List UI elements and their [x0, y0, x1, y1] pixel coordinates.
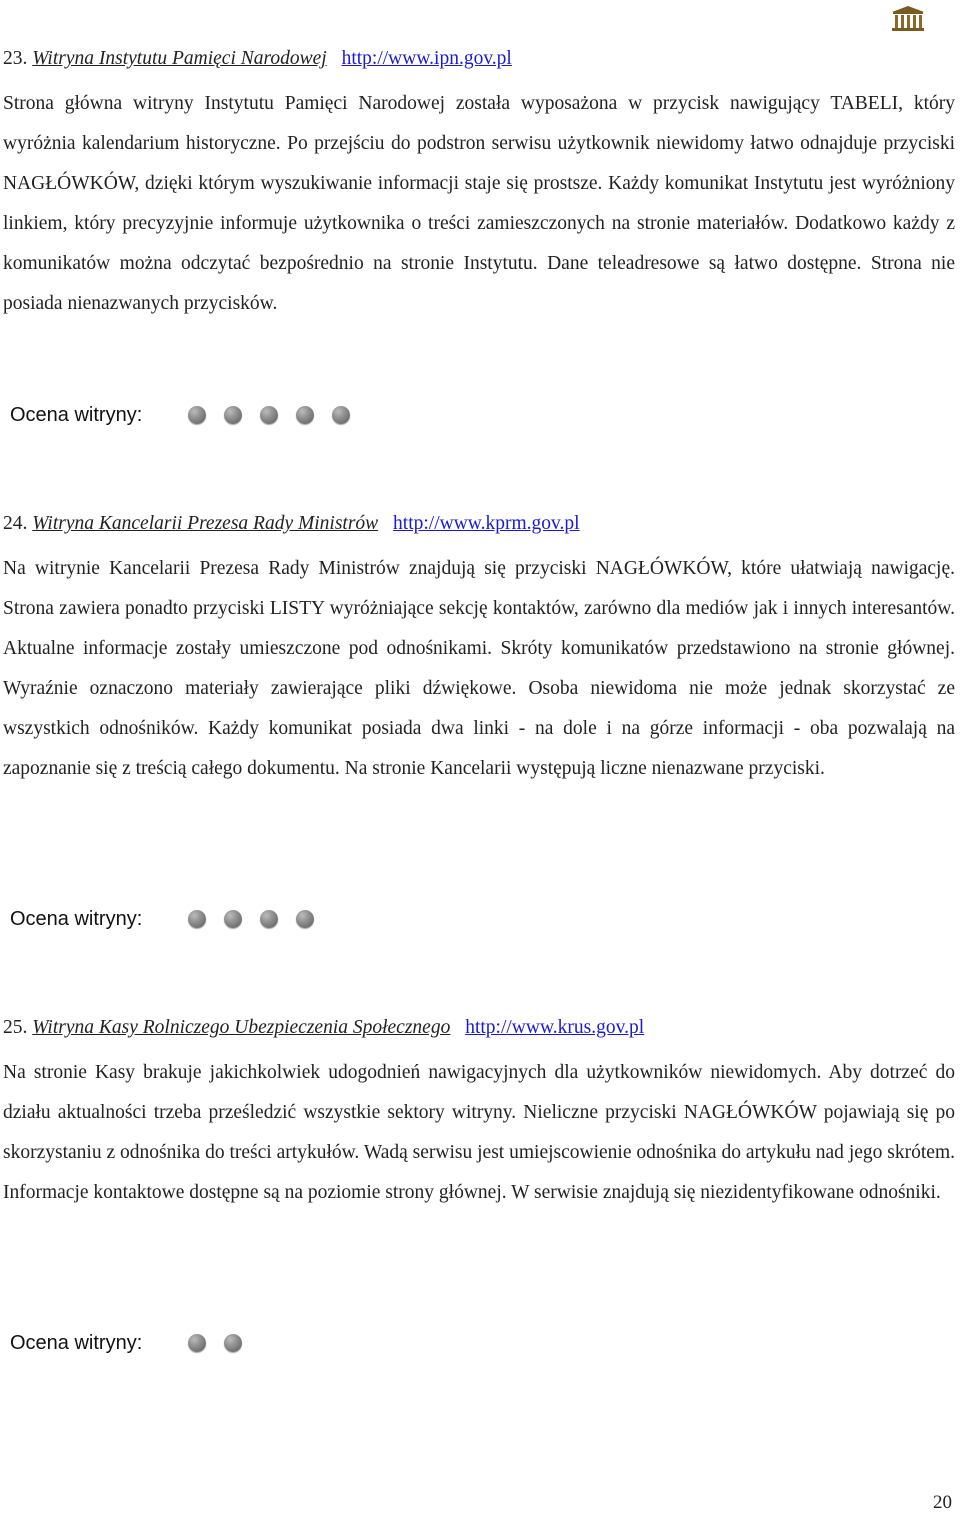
page-number: 20: [933, 1492, 952, 1513]
rating-dots: [188, 1334, 260, 1352]
rating-entry-23: [10, 403, 368, 427]
rating-dot-icon: [188, 406, 206, 424]
entry-title-link[interactable]: Witryna Instytutu Pamięci Narodowej: [32, 48, 327, 69]
rating-dot-icon: [188, 910, 206, 928]
entry-header: [3, 46, 955, 72]
rating-label: Ocena witryny:: [10, 908, 143, 930]
entry-description: [3, 549, 955, 790]
entry-url-link[interactable]: http://www.krus.gov.pl: [465, 1017, 645, 1038]
entry-description-text: Strona główna witryny Instytutu Pamięci Narodowej została wyposażona w przycisk nawigujący TABELI, który wyróżnia kalendarium historyczne. Po przejściu do podstron serwisu użytkownik niewidomy łatwo odnajduje przyciski NAGŁÓWKÓW, dzięki którym wyszukiwanie informacji staje się prostsze. Każdy komunikat Instytutu jest wyróżniony linkiem, który precyzyjnie informuje użytkownika o treści zamieszczonych na stronie materiałów. Dodatkowo każdy z komunikatów można odczytać bezpośrednio na stronie Instytutu. Dane teleadresowe są łatwo dostępne. Strona nie posiada nienazwanych przycisków.: [3, 93, 955, 315]
rating-label: Ocena witryny:: [10, 404, 143, 426]
entry-title-link[interactable]: Witryna Kancelarii Prezesa Rady Ministrów: [32, 513, 379, 534]
rating-dot-icon: [188, 1334, 206, 1352]
entry-description: [3, 84, 955, 325]
entry-title-link[interactable]: Witryna Kasy Rolniczego Ubezpieczenia Społecznego: [32, 1017, 451, 1038]
entry-description-text: Na stronie Kasy brakuje jakichkolwiek udogodnień nawigacyjnych dla użytkowników niewidomych. Aby dotrzeć do działu aktualności trzeba prześledzić wszystkie sektory witryny. Nieliczne przyciski NAGŁÓWKÓW pojawiają się po skorzystaniu z odnośnika do treści artykułów. Wadą serwisu jest umiejscowienie odnośnika do artykułu nad jego skrótem. Informacje kontaktowe dostępne są na poziomie strony głównej. W serwisie znajdują się niezidentyfikowane odnośniki.: [3, 1062, 955, 1204]
rating-entry-24: [10, 907, 332, 931]
entry-number: 24.: [3, 513, 28, 534]
rating-dot-icon: [296, 406, 314, 424]
rating-entry-25: [10, 1331, 260, 1355]
rating-label: Ocena witryny:: [10, 1332, 143, 1354]
rating-dot-icon: [332, 406, 350, 424]
rating-dot-icon: [260, 910, 278, 928]
entry-header: [3, 511, 955, 537]
entry-number: 23.: [3, 48, 28, 69]
entry-25: [3, 1015, 955, 1213]
entry-24: [3, 511, 955, 790]
rating-dot-icon: [260, 406, 278, 424]
rating-dot-icon: [224, 910, 242, 928]
entry-url-link[interactable]: http://www.kprm.gov.pl: [393, 513, 580, 534]
entry-description-text: Na witrynie Kancelarii Prezesa Rady Ministrów znajdują się przyciski NAGŁÓWKÓW, które ułatwiają nawigację. Strona zawiera ponadto przyciski LISTY wyróżniające sekcję kontaktów, zarówno dla mediów jak i innych interesantów. Aktualne informacje zostały umieszczone pod odnośnikami. Skróty komunikatów przedstawiono na stronie głównej. Wyraźnie oznaczono materiały zawierające pliki dźwiękowe. Osoba niewidoma nie może jednak skorzystać ze wszystkich odnośników. Każdy komunikat posiada dwa linki - na dole i na górze informacji - oba pozwalają na zapoznanie się z treścią całego dokumentu. Na stronie Kancelarii występują liczne nienazwane przyciski.: [3, 558, 955, 780]
entry-header: [3, 1015, 955, 1041]
entry-url-link[interactable]: http://www.ipn.gov.pl: [341, 48, 512, 69]
rating-dots: [188, 910, 332, 928]
ombudsman-logo: [862, 4, 954, 40]
building-icon: [862, 4, 954, 40]
rating-dot-icon: [224, 1334, 242, 1352]
rating-dot-icon: [296, 910, 314, 928]
rating-dots: [188, 406, 368, 424]
entry-23: [3, 46, 955, 325]
entry-description: [3, 1053, 955, 1213]
rating-dot-icon: [224, 406, 242, 424]
entry-number: 25.: [3, 1017, 28, 1038]
